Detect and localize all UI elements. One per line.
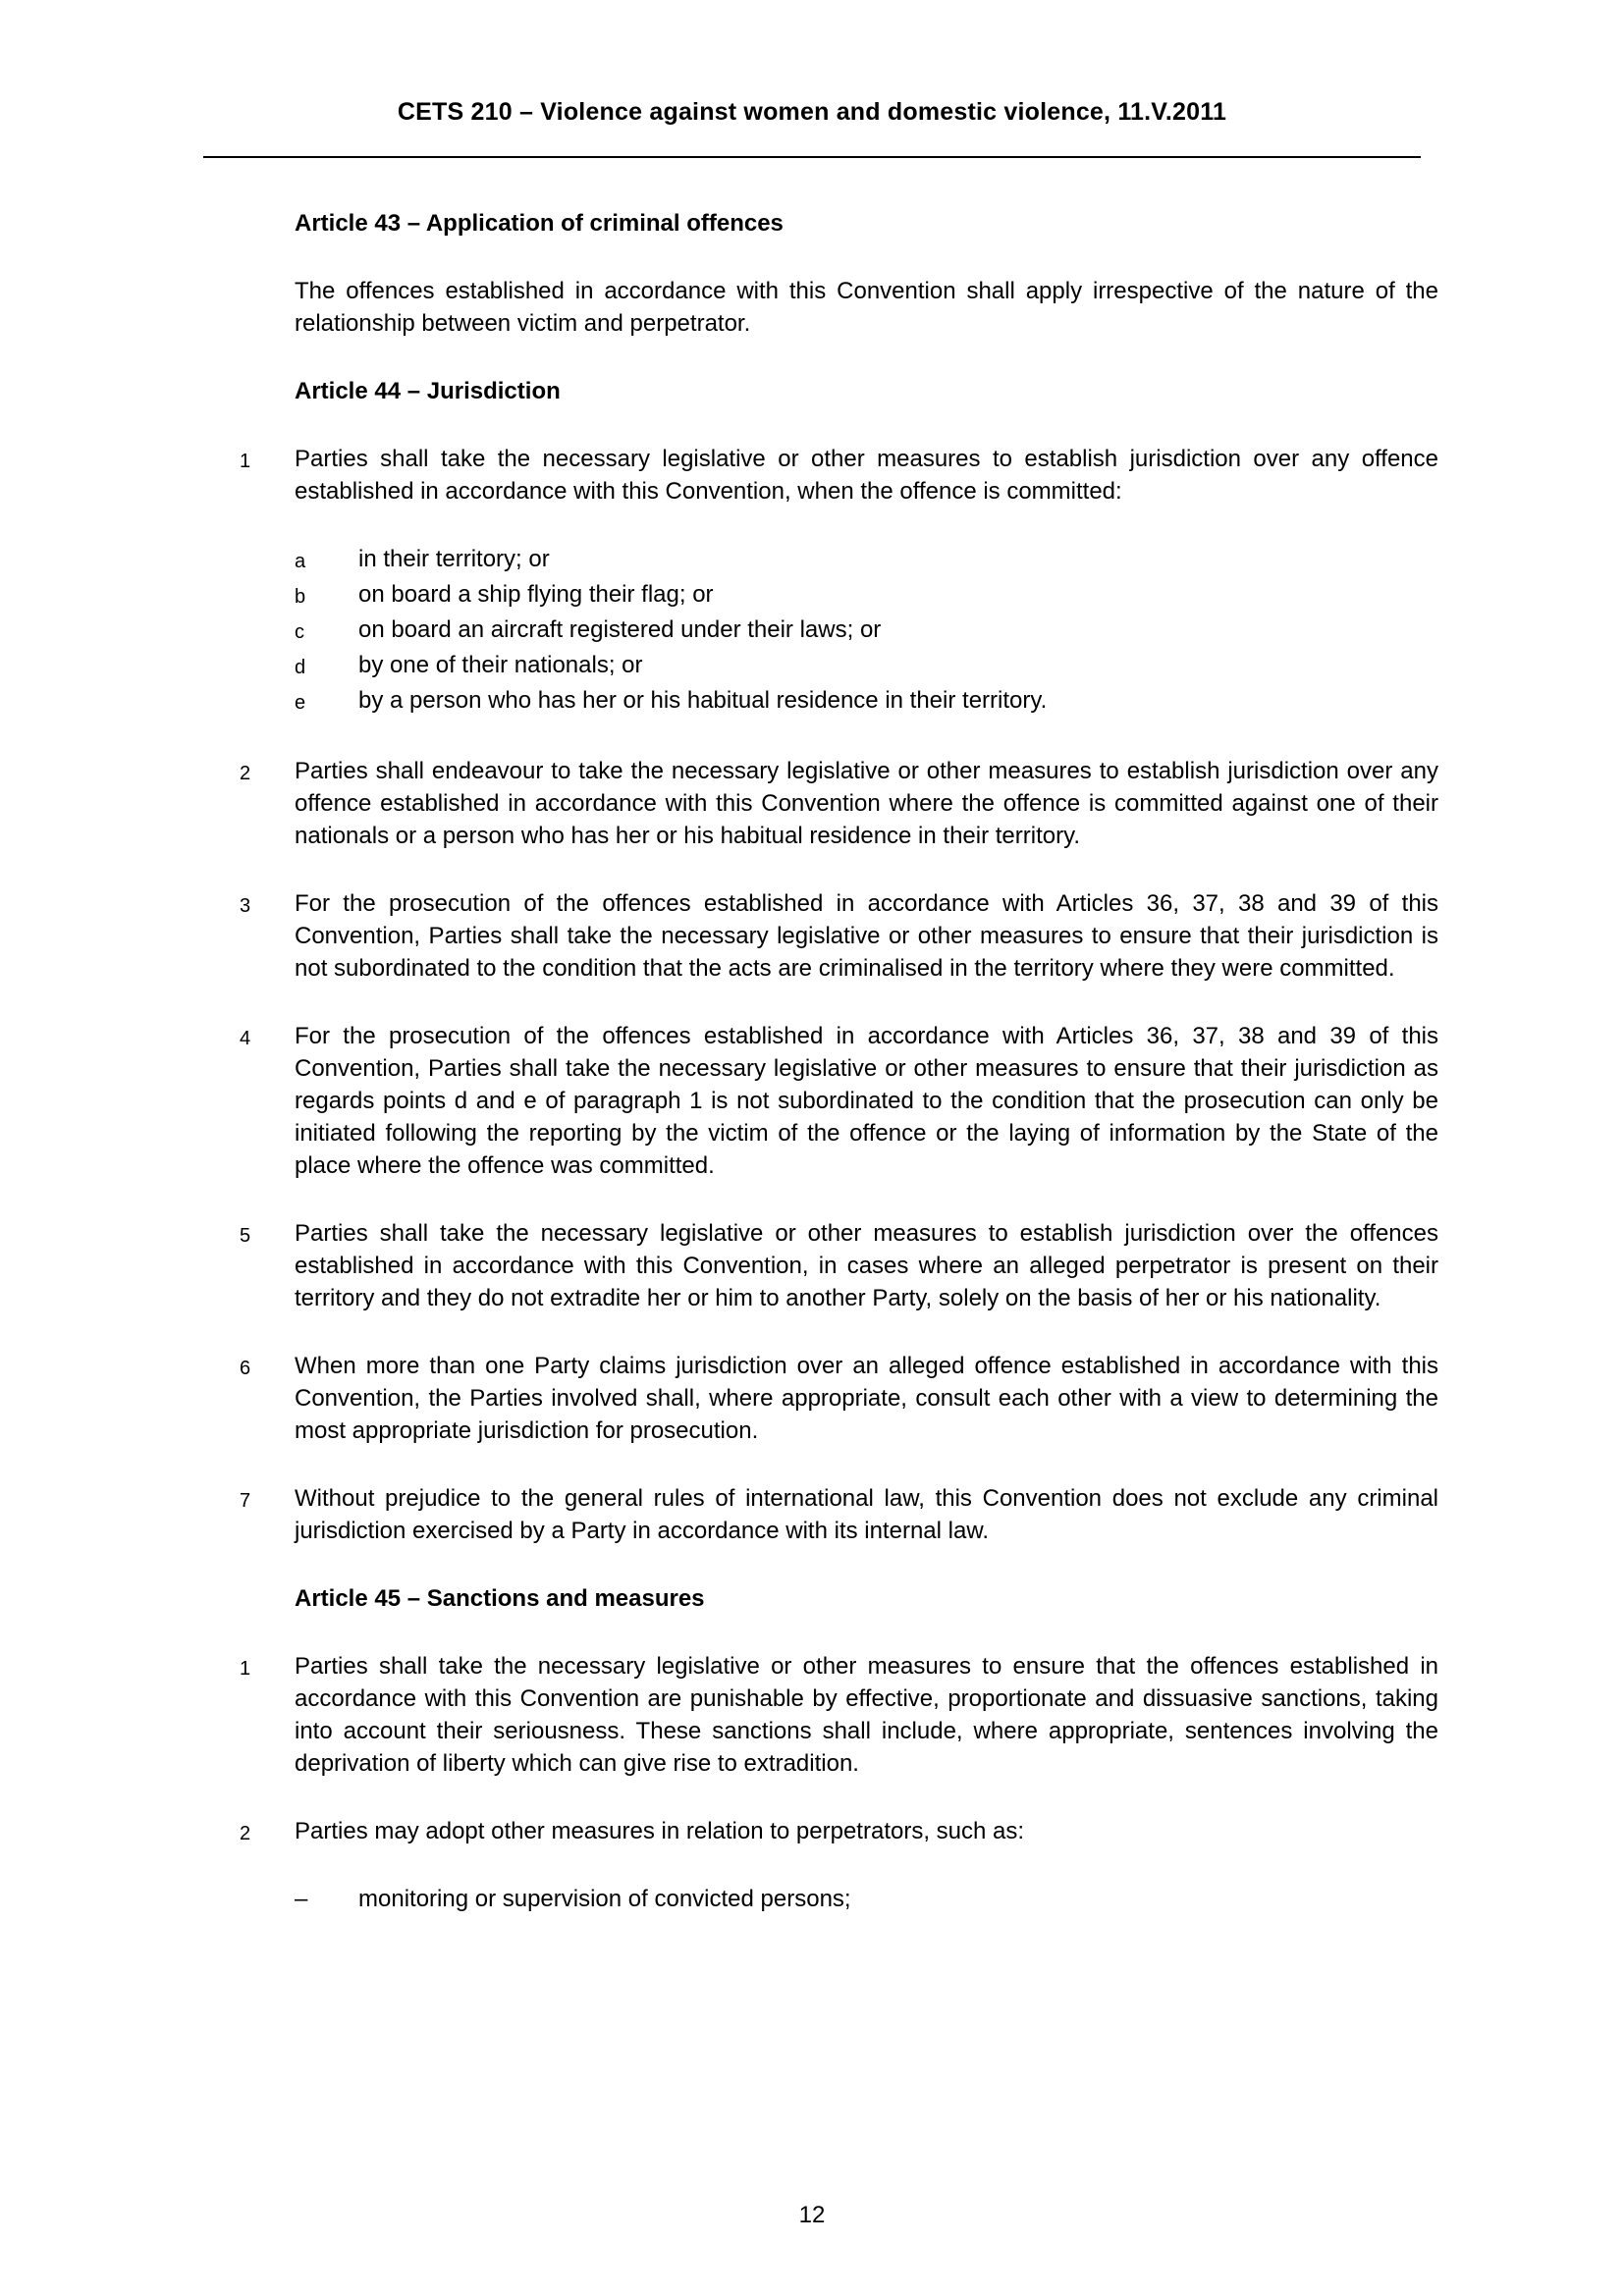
dash-marker: –: [295, 1886, 308, 1912]
paragraph-text: Without prejudice to the general rules of international law, this Convention does not exclude any criminal jurisdiction exercised by a Party in accordance with its internal law.: [295, 1485, 1438, 1544]
item-text: on board a ship flying their flag; or: [358, 581, 714, 608]
paragraph-number: 5: [240, 1225, 251, 1247]
paragraph-number: 3: [240, 895, 251, 917]
article-43-heading: Article 43 – Application of criminal offences: [295, 210, 784, 237]
item-letter: b: [295, 586, 306, 608]
numbered-paragraph: [240, 443, 1438, 507]
article-43-paragraph: The offences established in accordance with this Convention shall apply irrespective of the nature of the relationship between victim and perpetrator.: [295, 278, 1438, 337]
header-title: CETS 210 – Violence against women and domestic violence, 11.V.2011: [397, 98, 1227, 126]
item-letter: e: [295, 692, 306, 714]
paragraph-text: For the prosecution of the offences established in accordance with Articles 36, 37, 38 and 39 of this Convention, Parties shall take the necessary legislative or other measures to ensure that their jurisdiction as regards points d and e of paragraph 1 is not subordinated to the condition that the prosecution can only be initiated following the reporting by the victim of the offence or the laying of information by the State of the place where the offence was committed.: [295, 1023, 1438, 1179]
item-text: by a person who has her or his habitual residence in their territory.: [358, 687, 1048, 714]
dash-list: [295, 1883, 1438, 1915]
numbered-paragraph: [240, 1815, 1438, 1847]
item-letter: c: [295, 621, 304, 643]
item-letter: a: [295, 551, 306, 572]
item-text: in their territory; or: [358, 546, 550, 572]
lettered-list: [295, 543, 1438, 720]
numbered-paragraph: [240, 1350, 1438, 1447]
paragraph-text: Parties shall endeavour to take the necessary legislative or other measures to establish jurisdiction over any offence established in accordance with this Convention where the offence is committed against one of their nationals or a person who has her or his habitual residence in their territory.: [295, 758, 1438, 849]
numbered-paragraph: [240, 1217, 1438, 1314]
paragraph-number: 4: [240, 1028, 251, 1049]
lettered-item: [295, 543, 1438, 578]
paragraph-text: Parties shall take the necessary legislative or other measures to establish jurisdiction over any offence established in accordance with this Convention, when the offence is committed:: [295, 446, 1438, 505]
page-number: 12: [798, 2202, 826, 2228]
lettered-item: [295, 649, 1438, 684]
lettered-item: [295, 578, 1438, 614]
item-text: monitoring or supervision of convicted persons;: [358, 1886, 851, 1912]
page-header: [0, 0, 1624, 158]
paragraph-text: Parties shall take the necessary legislative or other measures to ensure that the offences established in accordance with this Convention are punishable by effective, proportionate and dissuasive sanctions, taking into account their seriousness. These sanctions shall include, where appropriate, sentences involving the deprivation of liberty which can give rise to extradition.: [295, 1653, 1438, 1777]
paragraph-text: For the prosecution of the offences established in accordance with Articles 36, 37, 38 and 39 of this Convention, Parties shall take the necessary legislative or other measures to ensure that their jurisdiction is not subordinated to the condition that the acts are criminalised in the territory where they were committed.: [295, 890, 1438, 982]
numbered-paragraph: [240, 887, 1438, 985]
lettered-item: [295, 614, 1438, 649]
numbered-paragraph: [240, 1020, 1438, 1182]
paragraph-number: 1: [240, 451, 251, 472]
item-letter: d: [295, 657, 306, 678]
numbered-paragraph: [240, 1482, 1438, 1547]
paragraph-number: 2: [240, 1823, 251, 1844]
article-45-heading: Article 45 – Sanctions and measures: [295, 1585, 705, 1612]
dash-item: [295, 1883, 1438, 1915]
paragraph-text: Parties may adopt other measures in relation to perpetrators, such as:: [295, 1818, 1025, 1844]
article-44-heading: Article 44 – Jurisdiction: [295, 378, 561, 404]
paragraph-text: When more than one Party claims jurisdiction over an alleged offence established in accordance with this Convention, the Parties involved shall, where appropriate, consult each other with a view to determining the most appropriate jurisdiction for prosecution.: [295, 1353, 1438, 1444]
item-text: on board an aircraft registered under their laws; or: [358, 616, 882, 643]
paragraph-number: 7: [240, 1490, 251, 1512]
paragraph-text: Parties shall take the necessary legislative or other measures to establish jurisdiction over the offences established in accordance with this Convention, in cases where an alleged perpetrator is present on their territory and they do not extradite her or him to another Party, solely on the basis of her or his nationality.: [295, 1220, 1438, 1311]
paragraph-number: 2: [240, 763, 251, 784]
lettered-item: [295, 684, 1438, 720]
document-content: [240, 158, 1438, 1915]
numbered-paragraph: [240, 1650, 1438, 1780]
numbered-paragraph: [240, 755, 1438, 852]
paragraph-number: 6: [240, 1358, 251, 1379]
paragraph-number: 1: [240, 1658, 251, 1680]
item-text: by one of their nationals; or: [358, 652, 643, 678]
